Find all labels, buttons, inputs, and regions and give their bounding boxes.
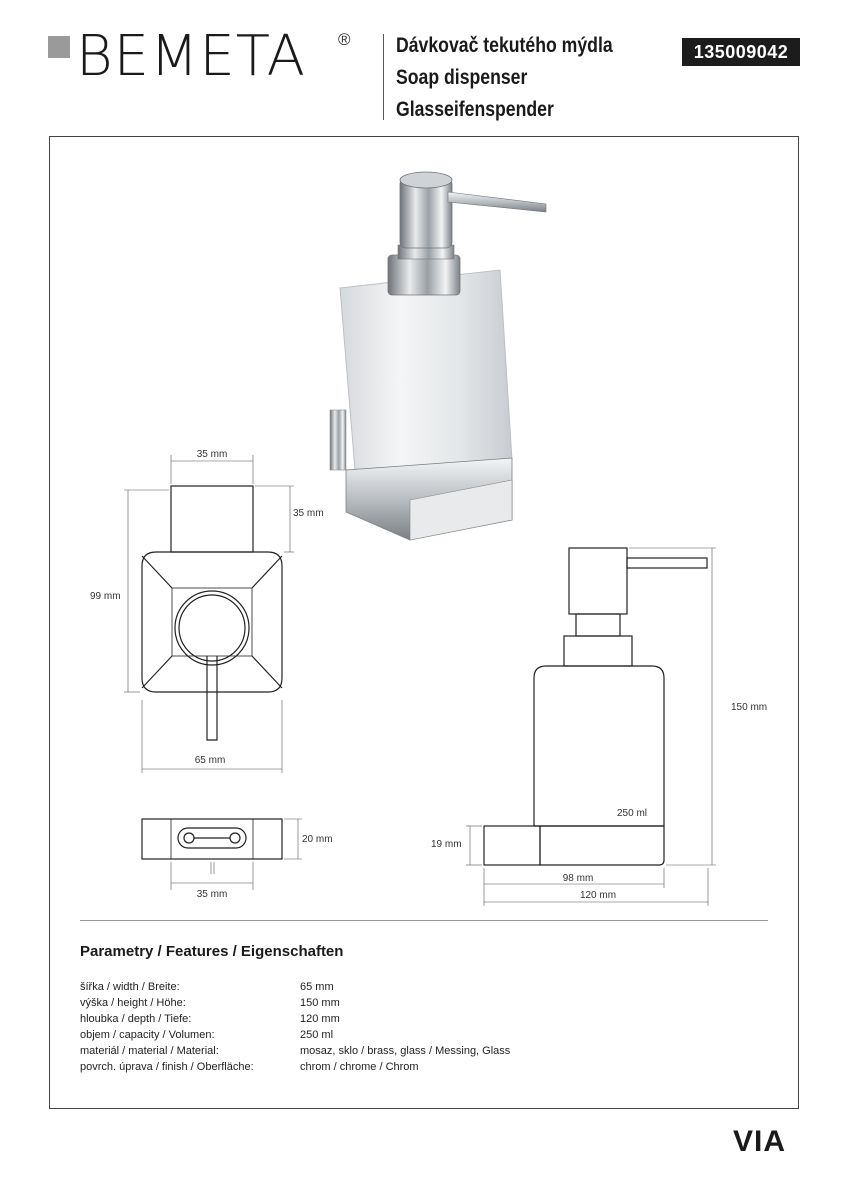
- feature-row: [80, 1011, 510, 1027]
- features-table: [80, 979, 510, 1075]
- dim-front-height: 99 mm: [90, 591, 121, 602]
- dim-side-depth: 120 mm: [579, 890, 617, 901]
- dim-bottle-depth: 98 mm: [562, 873, 594, 884]
- front-view-dimensions: [124, 455, 294, 773]
- feature-label: objem / capacity / Volumen:: [80, 1029, 215, 1041]
- feature-label: šířka / width / Breite:: [80, 981, 180, 993]
- title-cz: Dávkovač tekutého mýdla: [396, 34, 613, 57]
- side-view-dimensions: [466, 548, 716, 906]
- dim-side-height: 150 mm: [731, 702, 768, 713]
- dim-top-height: 35 mm: [293, 508, 324, 519]
- bottom-view-drawing: [142, 819, 282, 859]
- product-photo: [330, 172, 546, 540]
- title-de: Glasseifenspender: [396, 98, 554, 121]
- registered-mark: ®: [338, 30, 351, 49]
- feature-row: [80, 1027, 510, 1043]
- dim-front-width: 65 mm: [194, 755, 226, 766]
- product-code-badge: 135009042: [682, 38, 800, 66]
- feature-label: povrch. úprava / finish / Oberfläche:: [80, 1061, 254, 1073]
- feature-label: hloubka / depth / Tiefe:: [80, 1013, 192, 1025]
- title-en: Soap dispenser: [396, 66, 528, 89]
- feature-row: [80, 995, 510, 1011]
- feature-value: 120 mm: [300, 1013, 340, 1025]
- features-title: Parametry / Features / Eigenschaften: [80, 943, 344, 960]
- feature-value: 150 mm: [300, 997, 340, 1009]
- feature-row: [80, 1043, 510, 1059]
- series-name: VIA: [733, 1125, 787, 1158]
- features-divider: [80, 920, 768, 921]
- feature-value: chrom / chrome / Chrom: [300, 1061, 419, 1073]
- dim-bottom-width: 35 mm: [196, 889, 228, 900]
- dim-top-width: 35 mm: [196, 449, 228, 460]
- feature-value: mosaz, sklo / brass, glass / Messing, Glass: [300, 1045, 511, 1057]
- front-view-drawing: [142, 486, 282, 740]
- feature-row: [80, 1059, 510, 1075]
- side-view-drawing: [484, 548, 707, 865]
- feature-label: výška / height / Höhe:: [80, 997, 186, 1009]
- capacity-label: 250 ml: [616, 808, 647, 819]
- dim-bottom-depth: 20 mm: [302, 834, 333, 845]
- brand-name: BEMETA: [76, 24, 306, 89]
- feature-label: materiál / material / Material:: [80, 1045, 219, 1057]
- feature-row: [80, 979, 510, 995]
- feature-value: 65 mm: [300, 981, 334, 993]
- dim-base-height: 19 mm: [431, 839, 462, 850]
- feature-value: 250 ml: [300, 1029, 334, 1041]
